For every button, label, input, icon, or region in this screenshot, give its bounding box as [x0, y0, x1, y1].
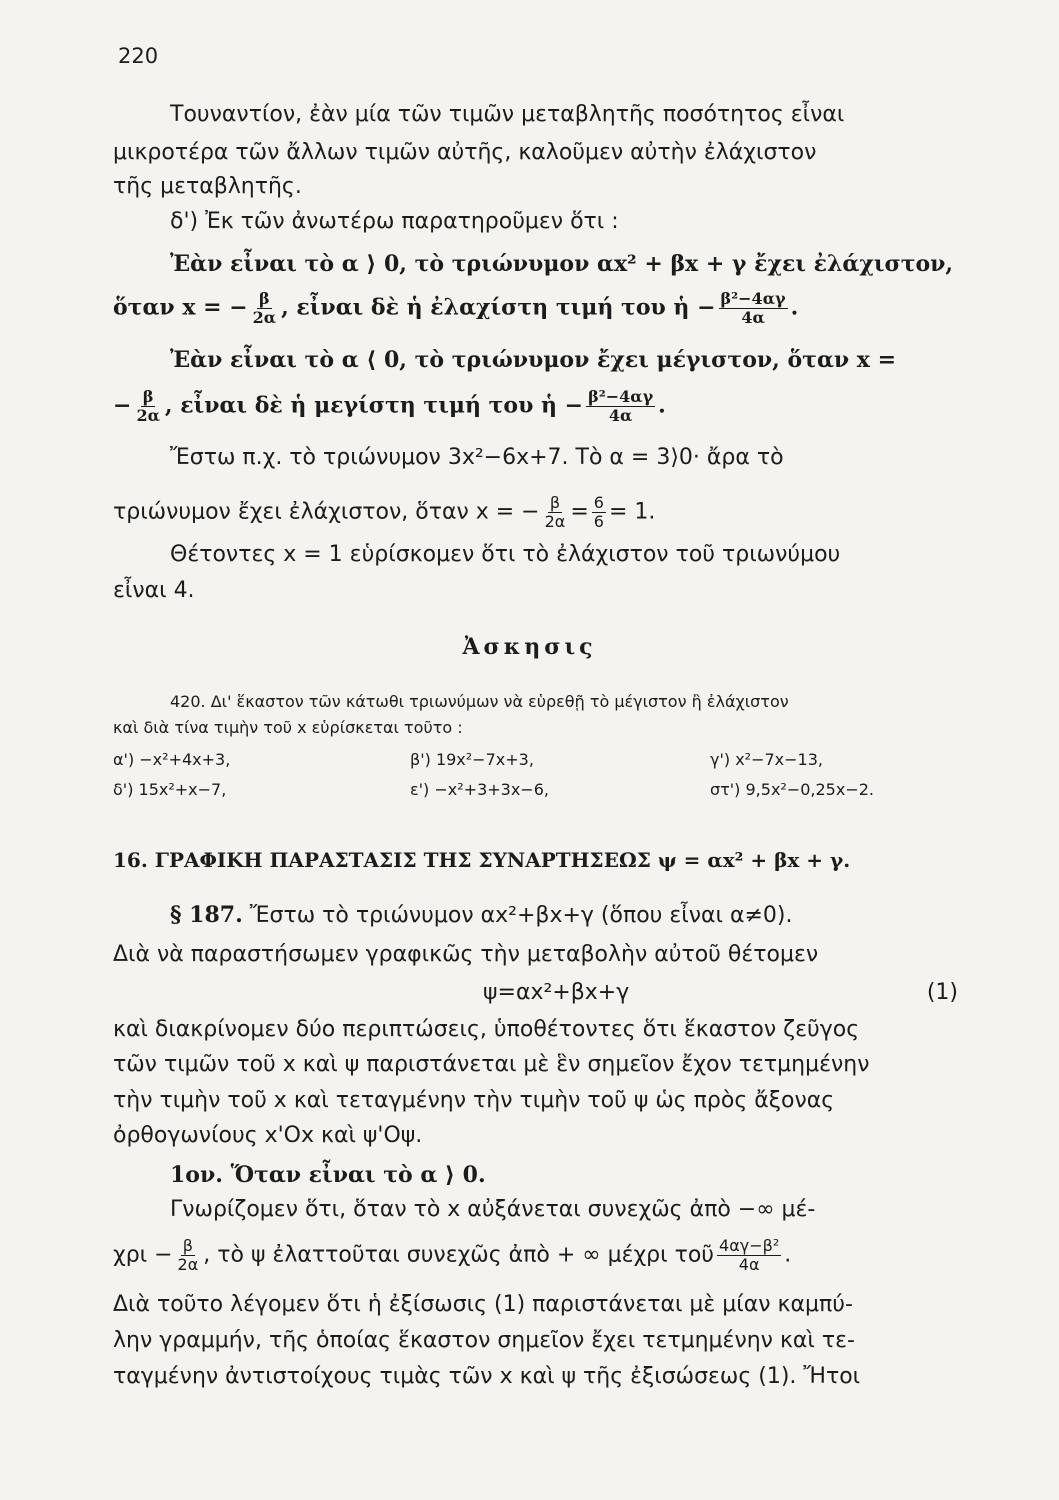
text-line: καὶ διακρίνομεν δύο περιπτώσεις, ὑποθέτοντες ὅτι ἕκαστον ζεῦγος: [113, 1017, 860, 1042]
exercise-item: ε') −x²+3+3x−6,: [410, 780, 549, 799]
exercise-item: β') 19x²−7x+3,: [410, 750, 534, 769]
fraction: [176, 1237, 201, 1274]
text-line: τῶν τιμῶν τοῦ x καὶ ψ παριστάνεται μὲ ἓν σημεῖον ἔχον τετμημένην: [113, 1052, 870, 1077]
denominator: 2α: [177, 1255, 199, 1274]
text-fragment: χρι −: [113, 1242, 173, 1268]
text-fragment: , εἶναι δὲ ἡ ἐλαχίστη τιμή του ἡ −: [281, 294, 716, 321]
text-line: [113, 1237, 958, 1274]
denominator: 2α: [136, 406, 160, 425]
text-line: Θέτοντες x = 1 εὑρίσκομεν ὅτι τὸ ἐλάχιστον τοῦ τριωνύμου: [170, 542, 841, 567]
text-line: Διὰ νὰ παραστήσωμεν γραφικῶς τὴν μεταβολὴν αὐτοῦ θέτομεν: [113, 942, 819, 967]
text-line: τὴν τιμὴν τοῦ x καὶ τεταγμένην τὴν τιμὴν τοῦ ψ ὡς πρὸς ἄξονας: [113, 1088, 835, 1113]
text-fragment: .: [658, 392, 666, 419]
text-line: μικροτέρα τῶν ἄλλων τιμῶν αὐτῆς, καλοῦμεν αὐτὴν ἐλάχιστον: [113, 140, 817, 165]
example-formula-line: [113, 494, 958, 531]
text-line: ταγμένην ἀντιστοίχους τιμὰς τῶν x καὶ ψ τῆς ἐξισώσεως (1). Ἤτοι: [113, 1364, 861, 1389]
text-fragment: , τὸ ψ ἐλαττοῦται συνεχῶς ἀπὸ + ∞ μέχρι τοῦ: [203, 1242, 715, 1268]
text-line: εἶναι 4.: [113, 578, 195, 603]
numerator: 6: [593, 493, 604, 512]
denominator: 6: [593, 512, 604, 531]
text-fragment: , εἶναι δὲ ἡ μεγίστη τιμή του ἡ −: [164, 392, 584, 419]
denominator: 2α: [252, 308, 277, 327]
text-line: ὀρθογωνίους x'Ox καὶ ψ'Oψ.: [113, 1123, 423, 1148]
rule-line: Ἐὰν εἶναι τὸ α ⟨ 0, τὸ τριώνυμον ἔχει μέγιστον, ὅταν x =: [170, 347, 896, 373]
page-number: 220: [118, 44, 159, 68]
denominator: 4α: [608, 406, 633, 425]
text-line: Γνωρίζομεν ὅτι, ὅταν τὸ x αὐξάνεται συνεχῶς ἀπὸ −∞ μέ-: [170, 1197, 816, 1222]
text-fragment: τριώνυμον ἔχει ἐλάχιστον, ὅταν x = −: [113, 499, 540, 525]
equation: ψ=αx²+βx+γ: [483, 980, 630, 1005]
fraction: [586, 388, 655, 425]
exercise-item: στ') 9,5x²−0,25x−2.: [710, 780, 874, 799]
rule-formula-line: [113, 388, 958, 425]
text-fragment: =: [570, 499, 589, 525]
text-line: 420. Δι' ἕκαστον τῶν κάτωθι τριωνύμων νὰ εὑρεθῇ τὸ μέγιστον ἢ ἐλάχιστον: [170, 692, 789, 711]
numerator: β²−4αγ: [720, 289, 786, 308]
text-fragment: = 1.: [608, 499, 656, 525]
text-line: Τουναντίον, ἐὰν μία τῶν τιμῶν μεταβλητῆς ποσότητος εἶναι: [170, 102, 845, 127]
text-line: καὶ διὰ τίνα τιμὴν τοῦ x εὑρίσκεται τοῦτο :: [113, 718, 463, 737]
paragraph-number: § 187.: [170, 902, 243, 928]
text-line: τῆς μεταβλητῆς.: [113, 174, 302, 199]
fraction: [251, 290, 278, 327]
fraction: [134, 388, 161, 425]
fraction: [543, 494, 568, 531]
numerator: β: [549, 493, 561, 512]
rule-line: Ἐὰν εἶναι τὸ α ⟩ 0, τὸ τριώνυμον αx² + βx + γ ἔχει ἐλάχιστον,: [170, 251, 954, 277]
text-fragment: Ἔστω τὸ τριώνυμον αx²+βx+γ (ὅπου εἶναι α≠0).: [249, 903, 793, 928]
denominator: 4α: [741, 308, 765, 327]
numerator: 4αγ−β²: [719, 1236, 780, 1255]
fraction: [717, 1237, 781, 1274]
text-fragment: .: [784, 1242, 792, 1268]
exercise-item: γ') x²−7x−13,: [710, 750, 823, 769]
exercises-title: Ἀσκησις: [462, 634, 597, 660]
numerator: β²−4αγ: [588, 387, 654, 406]
text-fragment: −: [113, 392, 132, 419]
case-heading: 1ον. Ὅταν εἶναι τὸ α ⟩ 0.: [170, 1162, 486, 1188]
exercise-item: δ') 15x²+x−7,: [113, 780, 227, 799]
denominator: 4α: [738, 1255, 760, 1274]
section-heading: 16. ΓΡΑΦΙΚΗ ΠΑΡΑΣΤΑΣΙΣ ΤΗΣ ΣΥΝΑΡΤΗΣΕΩΣ ψ = αx² + βx + γ.: [113, 848, 851, 872]
numerator: β: [259, 289, 270, 308]
fraction: [592, 494, 606, 531]
text-fragment: ὅταν x = −: [113, 294, 248, 321]
denominator: 2α: [544, 512, 566, 531]
equation-number: (1): [926, 980, 958, 1005]
text-line: [170, 900, 958, 931]
text-line: λην γραμμήν, τῆς ὁποίας ἕκαστον σημεῖον ἔχει τετμημένην καὶ τε-: [113, 1328, 855, 1353]
fraction: [719, 290, 788, 327]
exercise-item: α') −x²+4x+3,: [113, 750, 231, 769]
numerator: β: [142, 387, 154, 406]
numerator: β: [182, 1236, 194, 1255]
text-fragment: .: [790, 294, 799, 321]
rule-formula-line: [113, 290, 958, 327]
text-line: Ἔστω π.χ. τὸ τριώνυμον 3x²−6x+7. Τὸ α = 3⟩0· ἄρα τὸ: [170, 445, 784, 470]
text-line: δ') Ἐκ τῶν ἀνωτέρω παρατηροῦμεν ὅτι :: [170, 209, 619, 234]
text-line: Διὰ τοῦτο λέγομεν ὅτι ἡ ἐξίσωσις (1) παριστάνεται μὲ μίαν καμπύ-: [113, 1292, 853, 1317]
